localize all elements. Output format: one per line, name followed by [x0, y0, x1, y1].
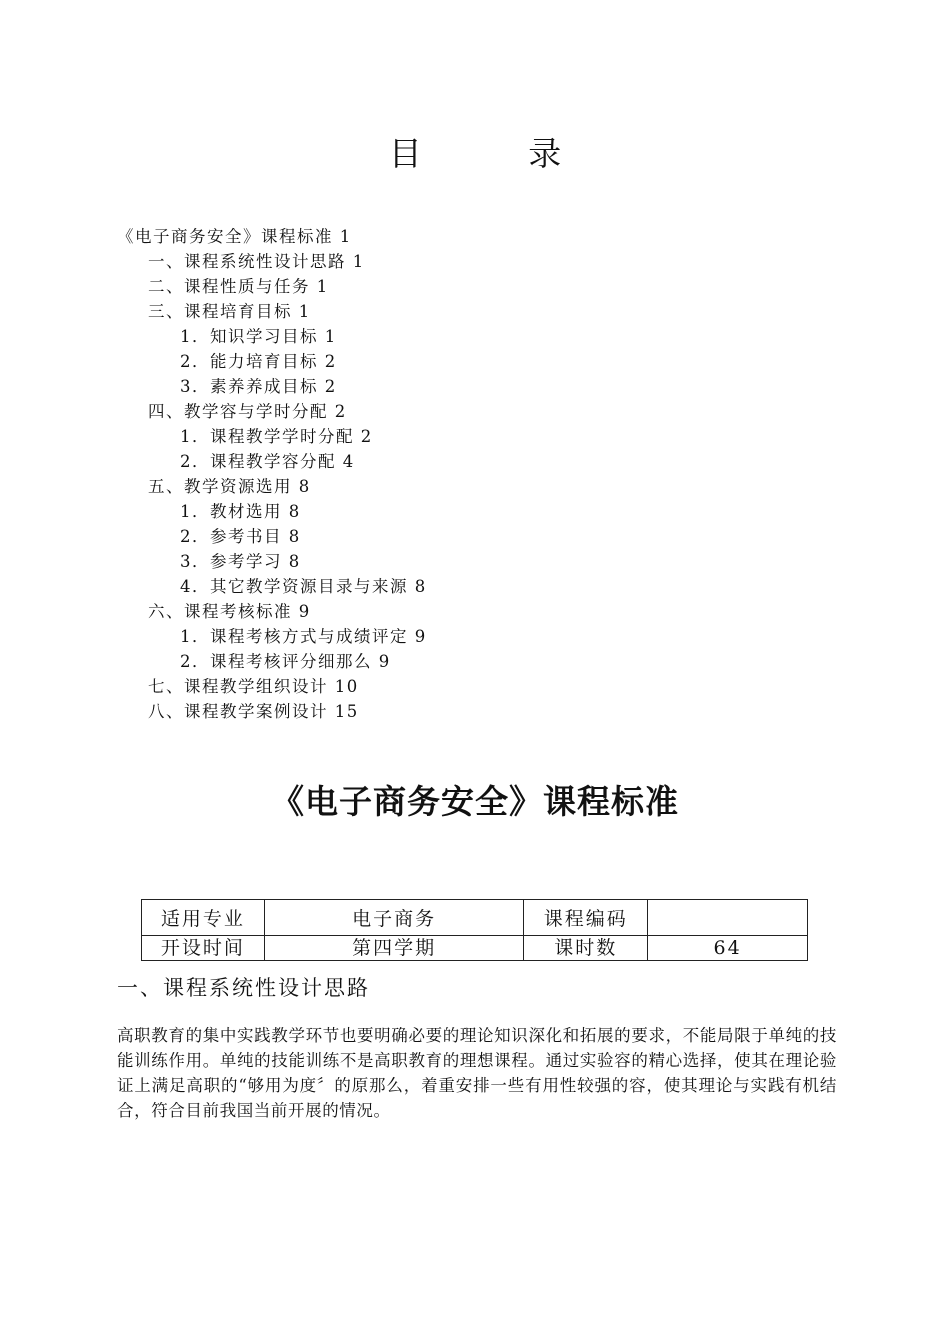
toc-entry[interactable]: 1．课程教学学时分配 2 [180, 427, 373, 446]
table-cell [648, 900, 808, 936]
section-heading: 一、课程系统性设计思路 [117, 976, 370, 1000]
toc-entry[interactable]: 一、课程系统性设计思路 1 [148, 252, 365, 271]
toc-entry[interactable]: 1．课程考核方式与成绩评定 9 [180, 627, 427, 646]
toc-entry[interactable]: 六、课程考核标准 9 [148, 602, 311, 621]
toc-entry[interactable]: 2．课程考核评分细那么 9 [180, 652, 391, 671]
toc-entry[interactable]: 三、课程培育目标 1 [148, 302, 311, 321]
table-cell: 第四学期 [264, 936, 524, 961]
table-row [142, 900, 808, 936]
course-info-table [141, 899, 808, 961]
toc-entry[interactable]: 八、课程教学案例设计 15 [148, 702, 359, 721]
toc-entry[interactable]: 2．能力培育目标 2 [180, 352, 337, 371]
toc-entry[interactable]: 2．参考书目 8 [180, 527, 301, 546]
section-paragraph: 高职教育的集中实践教学环节也要明确必要的理论知识深化和拓展的要求，不能局限于单纯的技能训练作用。单纯的技能训练不是高职教育的理想课程。通过实验容的精心选择，使其在理论验证上满足高职的“够用为度〞的原那么，着重安排一些有用性较强的容，使其理论与实践有机结合，符合目前我国当前开展的情况。 [117, 1026, 837, 1120]
table-cell: 电子商务 [264, 900, 524, 936]
toc-entry[interactable]: 四、教学容与学时分配 2 [148, 402, 347, 421]
toc-entry[interactable]: 七、课程教学组织设计 10 [148, 677, 359, 696]
table-cell: 开设时间 [142, 936, 265, 961]
toc-title: 目 录 [388, 134, 610, 173]
toc-entry[interactable]: 4．其它教学资源目录与来源 8 [180, 577, 427, 596]
document-title: 《电子商务安全》课程标准 [271, 782, 679, 821]
toc-entry[interactable]: 二、课程性质与任务 1 [148, 277, 329, 296]
toc-entry[interactable]: 五、教学资源选用 8 [148, 477, 311, 496]
toc-entry[interactable]: 1．知识学习目标 1 [180, 327, 337, 346]
table-cell: 课程编码 [524, 900, 648, 936]
toc-entry[interactable]: 3．素养养成目标 2 [180, 377, 337, 396]
table-of-contents [0, 224, 950, 724]
table-row [142, 936, 808, 961]
table-cell: 64 [648, 936, 808, 961]
toc-entry[interactable]: 《电子商务安全》课程标准 1 [117, 227, 352, 246]
table-cell: 适用专业 [142, 900, 265, 936]
toc-entry[interactable]: 1．教材选用 8 [180, 502, 301, 521]
toc-entry[interactable]: 2．课程教学容分配 4 [180, 452, 355, 471]
toc-entry[interactable]: 3．参考学习 8 [180, 552, 301, 571]
table-cell: 课时数 [524, 936, 648, 961]
